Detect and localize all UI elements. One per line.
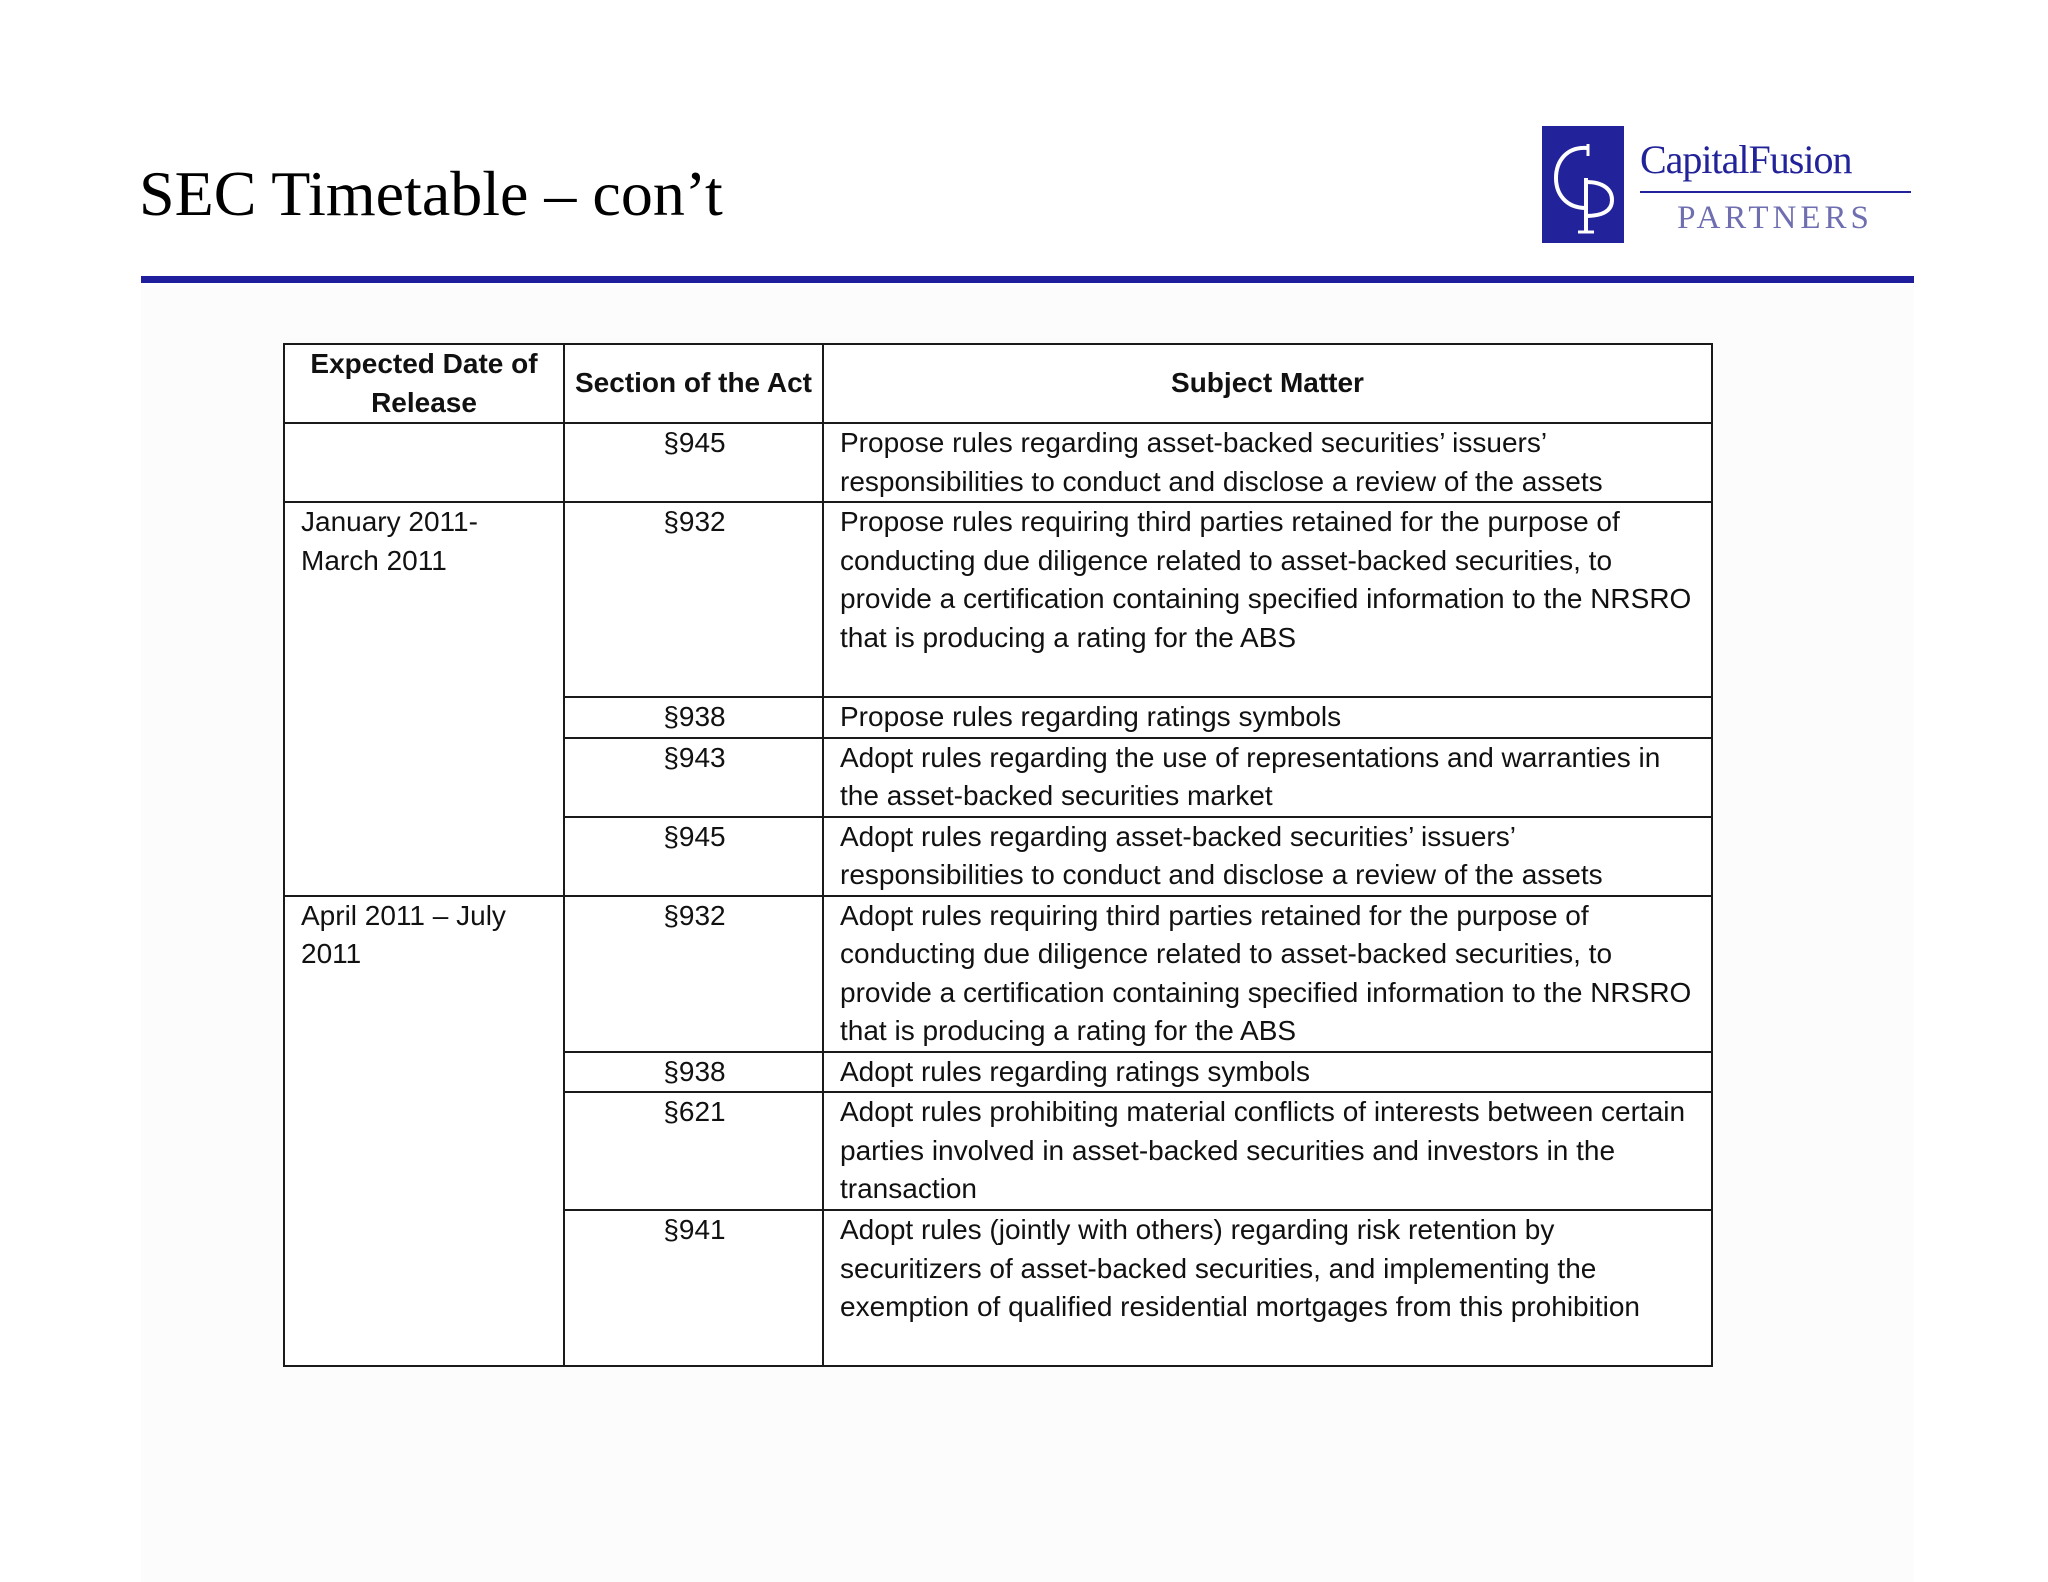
page-title: SEC Timetable – con’t (139, 158, 723, 229)
subject-cell: Adopt rules regarding asset-backed securities’ issuers’ responsibilities to conduct and disclose a review of the assets (823, 817, 1712, 896)
section-cell: §941 (564, 1210, 823, 1366)
section-cell: §945 (564, 423, 823, 502)
section-cell: §932 (564, 896, 823, 1052)
cfp-monogram-icon (1542, 126, 1624, 243)
subject-cell: Adopt rules regarding the use of representations and warranties in the asset-backed securities market (823, 738, 1712, 817)
table-header-row (284, 344, 1712, 423)
table-row (284, 502, 1712, 697)
logo-divider (1640, 191, 1911, 193)
subject-cell: Adopt rules (jointly with others) regarding risk retention by securitizers of asset-backed securities, and implementing the exemption of qualified residential mortgages from this prohibition (823, 1210, 1712, 1366)
section-cell: §943 (564, 738, 823, 817)
section-cell: §945 (564, 817, 823, 896)
table-row (284, 896, 1712, 1052)
subject-cell: Propose rules requiring third parties retained for the purpose of conducting due diligence related to asset-backed securities, to provide a certification containing specified information to the NRSRO that is producing a rating for the ABS (823, 502, 1712, 697)
date-cell (284, 423, 564, 502)
section-cell: §938 (564, 697, 823, 738)
subject-cell: Adopt rules prohibiting material conflicts of interests between certain parties involved in asset-backed securities and investors in the transaction (823, 1092, 1712, 1210)
subject-cell: Adopt rules regarding ratings symbols (823, 1052, 1712, 1093)
company-logo (1542, 126, 1912, 244)
subject-cell: Propose rules regarding asset-backed securities’ issuers’ responsibilities to conduct and disclose a review of the assets (823, 423, 1712, 502)
header-section: Section of the Act (564, 344, 823, 423)
date-cell: April 2011 – July 2011 (284, 896, 564, 1367)
section-cell: §938 (564, 1052, 823, 1093)
subject-cell: Propose rules regarding ratings symbols (823, 697, 1712, 738)
logo-tagline: PARTNERS (1677, 200, 1873, 236)
date-cell: January 2011- March 2011 (284, 502, 564, 896)
table-row (284, 423, 1712, 502)
header-expected-date: Expected Date of Release (284, 344, 564, 423)
title-divider (141, 276, 1914, 283)
subject-cell: Adopt rules requiring third parties retained for the purpose of conducting due diligence related to asset-backed securities, to provide a certification containing specified information to the NRSRO that is producing a rating for the ABS (823, 896, 1712, 1052)
section-cell: §621 (564, 1092, 823, 1210)
section-cell: §932 (564, 502, 823, 697)
logo-wordmark: CapitalFusion (1640, 137, 1852, 182)
sec-timetable (283, 343, 1713, 1367)
header-subject-matter: Subject Matter (823, 344, 1712, 423)
